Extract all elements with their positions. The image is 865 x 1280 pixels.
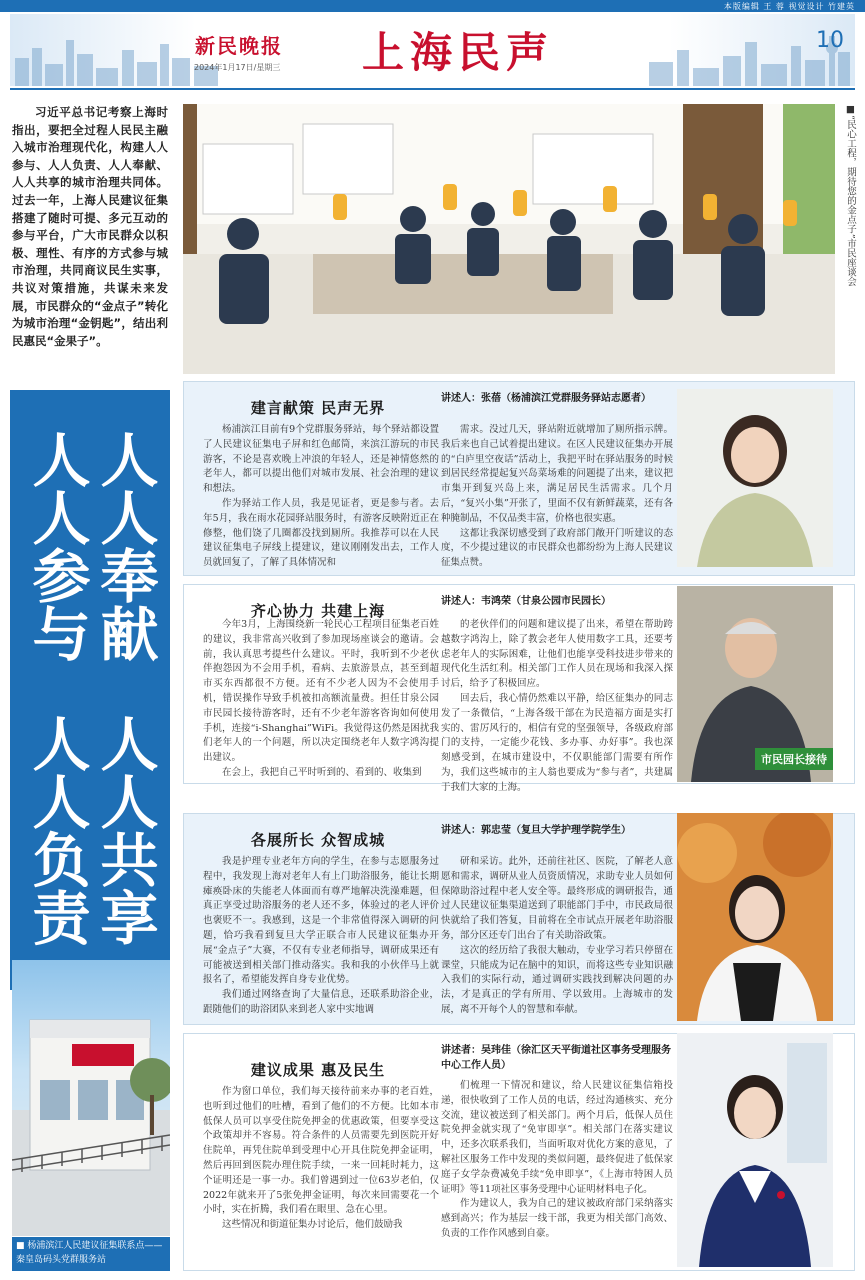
- slogan-gap: [90, 672, 158, 704]
- top-color-bar: [0, 0, 865, 12]
- article-headline: 建议成果 惠及民生: [250, 1061, 386, 1079]
- article-headline: 建言献策 民声无界: [250, 399, 386, 417]
- article-byline: 讲述人：郭忠莹（复旦大学护理学院学生）: [441, 825, 631, 836]
- article-byline: 讲述人：韦鸿荣（甘泉公园市民园长）: [441, 596, 611, 607]
- slogan-column-3: [22, 704, 90, 956]
- article-1: [183, 381, 855, 576]
- paragraph: 杨浦滨江目前有9个党群服务驿站，每个驿站都设置了人民建议征集电子屏和红色邮筒，来滨江游玩的市民游客，不论是喜欢晚上冲浪的年轻人，还是神情悠然的老年人，都可以提出他们对城市发展、社会治理的建议和想法。: [203, 424, 439, 495]
- slogan: 人人参与: [22, 430, 91, 662]
- newspaper-logo: 新民晚报: [195, 34, 283, 58]
- reception-badge: 市民园长接待: [755, 748, 833, 770]
- meeting-room-illustration: [183, 104, 835, 374]
- paragraph: 们梳理一下情况和建议，给人民建议征集信箱投递，很快收到了工作人员的电话，经过沟通核实、充分交流，建议被送到了相关部门。两个月后，低保人员住院免押金就实现了“免审即享”。相关部门在落实建议中，还多次联系我们，当面听取对优化方案的意见，了解社区服务工作中发现的类似问题，最终促进了低保家庭子女学杂费减免手续“免申即享”，《上海市特困人员证明》等11项社区事务受理中心证明材料电子化。: [441, 1080, 673, 1195]
- masthead-rule: [10, 88, 855, 90]
- intro-paragraph: 习近平总书记考察上海时指出，要把全过程人民民主融入城市治理现代化，构建人人参与、人人负责、人人奉献、人人共享的城市治理共同体。过去一年，上海人民建议征集搭建了随时可提、多元互动的参与平台，广大市民群众以积极、理性、有序的方式参与城市治理，共同商议民生实事，共议对策措施，共谋未来发展，市民群众的“金点子”转化为城市治理“金钥匙”，结出利民惠民“金果子”。: [12, 105, 168, 348]
- article-headline: 齐心协力 共建上海: [250, 602, 386, 620]
- main-photo-caption: ■“民心工程，期待您的金点子”市民座谈会: [845, 104, 856, 287]
- article-column-1: [203, 618, 439, 781]
- paragraph: 在会上，我把自己平时听到的、看到的、收集到: [222, 766, 422, 778]
- speaker-portrait: [677, 389, 833, 567]
- paragraph: 作为驿站工作人员，我是见证者，更是参与者。去年5月，我在雨水花园驿站服务时，有游客反映附近正在修整，他们饶了几圈都没找到厕所。我推荐可以在人民建议征集电子屏线上提建议，建议刚刚发出去，工作人员就回复了，了解了具体情况和: [203, 497, 439, 569]
- station-photo-caption: ■ 杨浦滨江人民建议征集联系点——秦皇岛码头党群服务站: [12, 1237, 170, 1271]
- slogan-block: [22, 420, 162, 956]
- issue-date: 2024年1月17日/星期三: [194, 63, 281, 72]
- paragraph: 研和采访。此外，还前往社区、医院，了解老人意愿和需求，调研从业人员资质情况，求助专业人员如何保障助浴过程中老人安全等。最终形成的调研报告，通过人民建议征集渠道送到了职能部门手中，市民政局很快就给了我们答复，目前将在全市试点开展老年助浴服务，部分区还专门出台了有关助浴政策。: [441, 856, 673, 941]
- paragraph: 我是护理专业老年方向的学生，在参与志愿服务过程中，我发现上海对老年人有上门助浴服务，能让长期瘫痪卧床的失能老人体面而有尊严地解决洗澡难题，但真正享受过助浴服务的老人还不多，体验过的老人评价也褒贬不一。我感到，这是一个非常值得深入调研的问题，恰巧我看到复旦大学正联合市人民建议征集办开展“金点子”大赛，不仅有专业老师指导，调研成果还有可能被送到相关部门推动落实。我和我的小伙伴马上就报名了，希望能发挥自身专业优势。: [203, 856, 439, 986]
- article-column-1: [203, 423, 439, 571]
- paragraph: 作为建议人，我为自己的建议被政府部门采纳落实感到高兴；作为基层一线干部，我更为相关部门高效、负责的工作作风感到自豪。: [441, 1198, 673, 1239]
- article-column-2: [441, 618, 673, 796]
- speaker-portrait: [677, 586, 833, 782]
- article-column-1: [203, 1085, 439, 1233]
- station-building-illustration: [12, 960, 170, 1236]
- page-number: 10: [816, 28, 844, 53]
- article-byline: 讲述者：吴玮佳（徐汇区天平街道社区事务受理服务中心工作人员）: [441, 1045, 671, 1071]
- speaker-portrait: [677, 813, 833, 1021]
- article-headline: 各展所长 众智成城: [250, 831, 386, 849]
- portrait-illustration: [677, 1033, 833, 1267]
- paragraph: 这些情况和街道征集办讨论后，他们鼓励我: [222, 1219, 403, 1231]
- paragraph: 回去后，我心情仍然难以平静，给区征集办的同志发了一条微信，“上海各级干部在为民造福方面是实打实的、雷厉风行的，相信有党的坚强领导，各级政府部门的支持，一定能少花钱、多办事、办好事”。我也深刻感受到，在城市建设中，不仅职能部门需要有所作为，我们这些城市的主人翁也要成为“参与者”，共建属于我们大家的上海。: [441, 692, 673, 793]
- slogan: 人人奉献: [90, 430, 159, 662]
- slogan-gap: [22, 672, 90, 704]
- paragraph: 这次的经历给了我很大触动，专业学习若只停留在课堂，只能成为记在脑中的知识，而将这些专业知识融入我们的实际行动，通过调研实践找到解决问题的办法，才是真正的学有所用、学以致用。上海城市的发展，离不开每个人的智慧和奉献。: [441, 944, 673, 1015]
- section-title: 上海民声: [362, 28, 555, 77]
- paragraph: 的老伙伴们的问题和建议提了出来，希望在帮助跨越数字鸿沟上，除了教会老年人使用数字工具，还要考虑老年人的实际困难，让他们也能享受科技进步带来的现代化生活红利。相关部门工作人员在现场和我深入探讨后，给予了积极回应。: [441, 619, 673, 690]
- slogan: 人人共享: [90, 714, 159, 946]
- article-2: [183, 584, 855, 793]
- masthead: [10, 14, 855, 86]
- portrait-illustration: [677, 389, 833, 567]
- paragraph: 我们通过网络查询了大量信息，还联系助浴企业，跟随他们的助浴团队来到老人家中实地调: [203, 989, 439, 1015]
- slogan: 人人负责: [22, 714, 91, 946]
- slogan-column-4: [90, 704, 158, 956]
- paragraph: 这都让我深切感受到了政府部门敞开门听建议的态度，不少提过建议的市民群众也都纷纷为上海人民建议征集点赞。: [441, 527, 673, 569]
- paragraph: 需求。没过几天，驿站附近就增加了厕所指示牌。我后来也自己试着提出建议。在区人民建议征集办开展的“白庐里空夜话”活动上，我把平时在驿站服务的时候到居民经常提起复兴岛菜场难的问题提了出来，建议把市集开到复兴岛上来，满足居民生活需求。几个月后，“复兴小集”开张了，里面不仅有新鲜蔬菜，还有各种腌制品，不仅品类丰富，价格也很实惠。: [441, 424, 673, 524]
- article-byline: 讲述人：张蓓（杨浦滨江党群服务驿站志愿者）: [441, 393, 651, 404]
- speaker-portrait: [677, 1033, 833, 1267]
- article-column-1: [203, 855, 439, 1018]
- slogan-column-1: [22, 420, 90, 672]
- article-4: [183, 1033, 855, 1271]
- paragraph: 作为窗口单位，我们每天接待前来办事的老百姓，也听到过他们的吐槽，看到了他们的不方便。比如本市低保人员可以享受住院免押金的优惠政策，但要享受这个政策却并不容易。符合条件的人员需要先到医院开好住院单，再凭住院单到受理中心开具住院免押金证明，然后再回到医院办理住院手续，一来一回耗时耗力，这个证明还是一事一办。我们曾遇到过一位63岁老伯，仅2022年就来开了5张免押金证明，每次来回需要花一个小时，实在折腾，我们看在眼里、急在心里。: [203, 1086, 439, 1216]
- paragraph: 今年3月，上海围绕新一轮民心工程项目征集老百姓的建议，我非常高兴收到了参加现场座谈会的邀请。会前，我认真思考提些什么建议。平时，我听到不少老伙伴抱怨因为不会用手机，看病、去旅游景点，甚至到超市买东西都很不方便。还有不少老人因为不会使用手机，错误操作导致手机被扣高额流量费。担任甘泉公园市民园长接待游客时，还有不少老年游客咨询如何使用手机，连接“i-Shanghai”WiFi。我觉得这仍然是困扰我们老年人的一个问题，所以决定围绕老年人数字鸿沟提出建议。: [203, 619, 439, 764]
- article-column-2: [441, 423, 673, 571]
- editor-credits: 本版编辑 王 蓉 视觉设计 竹建英: [723, 2, 855, 11]
- slogan-column-2: [90, 420, 158, 672]
- forum-meeting-photo: [183, 104, 835, 374]
- portrait-illustration: [677, 813, 833, 1021]
- service-station-photo: [12, 960, 170, 1236]
- skyline-illustration: [10, 28, 220, 86]
- article-column-2: [441, 855, 673, 1018]
- article-3: [183, 813, 855, 1025]
- article-column-2: [441, 1079, 673, 1242]
